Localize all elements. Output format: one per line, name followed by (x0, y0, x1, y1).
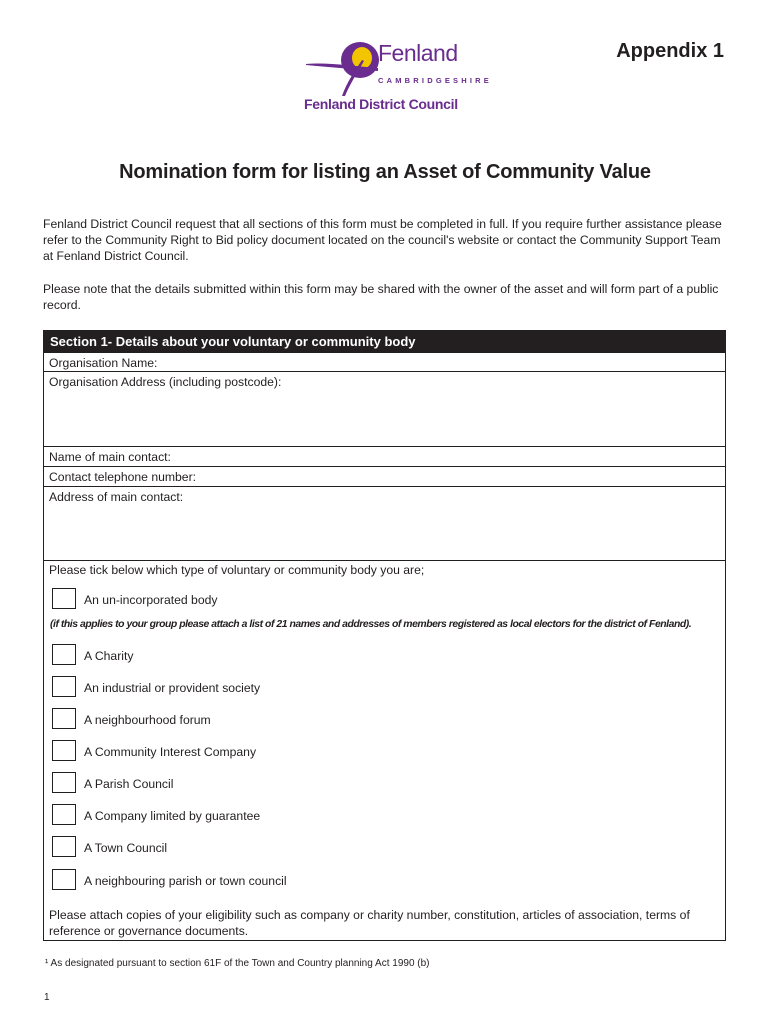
organisation-address-field[interactable] (44, 372, 725, 447)
section-1-form (43, 330, 726, 941)
main-contact-label: Name of main contact: (49, 450, 171, 464)
checkbox[interactable] (52, 676, 76, 697)
contact-address-label: Address of main contact: (49, 490, 184, 504)
checkbox[interactable] (52, 804, 76, 825)
contact-address-field[interactable] (44, 487, 725, 561)
option-label: An industrial or provident society (84, 681, 261, 695)
form-title: Nomination form for listing an Asset of Community Value (119, 161, 651, 183)
option-label: A Town Council (84, 841, 168, 855)
intro-paragraph-2: Please note that the details submitted within this form may be shared with the owner of the asset and will form part of a public record. (43, 282, 719, 312)
checkbox[interactable] (52, 869, 76, 890)
logo-council-name: Fenland District Council (304, 96, 458, 112)
appendix-label: Appendix 1 (616, 40, 724, 62)
checkbox[interactable] (52, 708, 76, 729)
option-label: A neighbouring parish or town council (84, 874, 287, 888)
organisation-name-field[interactable] (44, 353, 725, 372)
checkbox[interactable] (52, 588, 76, 609)
option-label: A Charity (84, 649, 134, 663)
logo-county: CAMBRIDGESHIRE (378, 76, 492, 85)
option-label: An un-incorporated body (84, 593, 218, 607)
logo-name: Fenland (378, 40, 458, 66)
main-contact-field[interactable] (44, 447, 725, 467)
telephone-field[interactable] (44, 467, 725, 487)
page-number: 1 (44, 992, 50, 1003)
option-label: A neighbourhood forum (84, 713, 211, 727)
checkbox[interactable] (52, 644, 76, 665)
footnote: ¹ As designated pursuant to section 61F of the Town and Country planning Act 1990 (b) (45, 958, 430, 969)
checkbox[interactable] (52, 772, 76, 793)
unincorporated-note: (if this applies to your group please attach a list of 21 names and addresses of members registered as local electors for the district of Fenland). (50, 619, 692, 630)
checkbox[interactable] (52, 836, 76, 857)
organisation-address-label: Organisation Address (including postcode): (49, 375, 282, 389)
tick-instruction: Please tick below which type of voluntary or community body you are; (49, 563, 425, 577)
telephone-label: Contact telephone number: (49, 470, 197, 484)
checkbox[interactable] (52, 740, 76, 761)
section-1-heading: Section 1- Details about your voluntary or community body (44, 331, 725, 353)
fenland-logo-icon (302, 38, 382, 98)
organisation-name-label: Organisation Name: (49, 356, 158, 370)
attach-instruction: Please attach copies of your eligibility such as company or charity number, constitution, articles of association, terms of reference or governance documents. (49, 908, 690, 938)
fenland-logo (302, 38, 492, 118)
option-label: A Company limited by guarantee (84, 809, 261, 823)
intro-paragraph-1: Fenland District Council request that all sections of this form must be completed in full. If you require further assistance please refer to the Community Right to Bid policy document located on the council's website or contact the Community Support Team at Fenland District Council. (43, 217, 722, 263)
option-label: A Parish Council (84, 777, 174, 791)
option-label: A Community Interest Company (84, 745, 257, 759)
